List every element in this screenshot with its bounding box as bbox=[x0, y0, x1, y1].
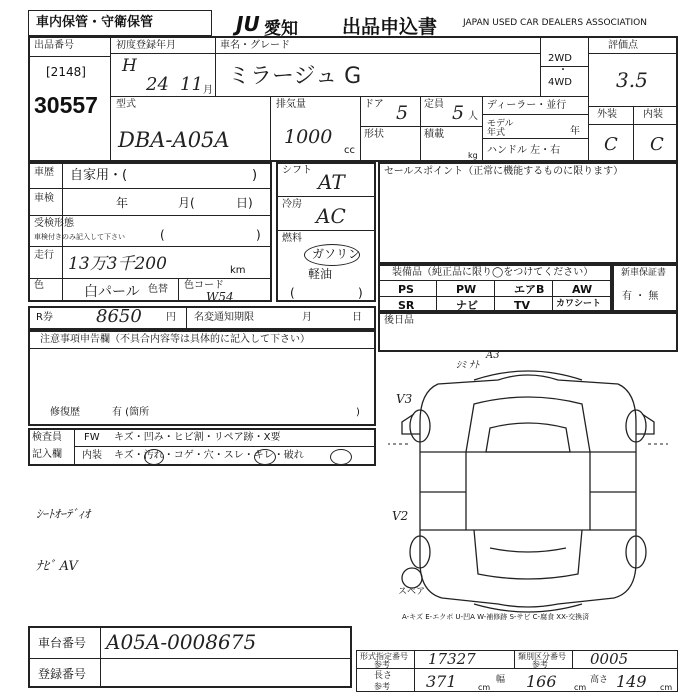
warranty-label: 新車保証書 bbox=[621, 268, 667, 278]
equipment-item: TV bbox=[514, 299, 531, 312]
history-close: ) bbox=[252, 168, 258, 183]
cc-label: 排気量 bbox=[276, 99, 306, 110]
lot-small: [2148] bbox=[46, 65, 86, 79]
handle-label: ハンドル 左・右 bbox=[487, 145, 561, 156]
equipment-item: PS bbox=[398, 283, 414, 296]
color-code: W54 bbox=[206, 290, 234, 304]
fw-items: キズ・凹み・ヒビ割・リペア跡・X要 bbox=[114, 432, 281, 443]
month-unit: 月 bbox=[203, 85, 213, 96]
equipment-item: カワシート bbox=[556, 299, 602, 309]
logo-city: 愛知 bbox=[264, 19, 298, 39]
model-year-label: モデル 年式 bbox=[487, 119, 514, 138]
r-label: R券 bbox=[36, 312, 53, 323]
r-unit: 円 bbox=[166, 312, 176, 323]
form-title: 出品申込書 bbox=[342, 16, 438, 38]
repair-label: 修復歴 bbox=[50, 407, 80, 418]
repair-value: 有 (箇所 bbox=[112, 407, 150, 418]
fuel-paren: ( bbox=[290, 286, 295, 300]
left-info-block bbox=[28, 162, 272, 302]
drive-dot: ・ bbox=[558, 65, 568, 76]
history-label: 車歴 bbox=[34, 167, 54, 178]
car-name-label: 車名・グレード bbox=[220, 40, 290, 51]
inspector-label2: 記入欄 bbox=[32, 449, 62, 460]
circle-mark bbox=[330, 449, 352, 465]
change-notice-day: 日 bbox=[352, 312, 362, 323]
era: H bbox=[122, 56, 137, 76]
sales-point-box bbox=[378, 162, 678, 264]
mark-v2: V2 bbox=[392, 509, 409, 523]
category-no: 0005 bbox=[590, 650, 629, 668]
inspection-day: 日) bbox=[236, 196, 253, 210]
height-unit: cm bbox=[660, 683, 673, 692]
equipment-item: エアB bbox=[514, 283, 545, 296]
shift-label: シフト bbox=[282, 165, 312, 176]
score-label: 評価点 bbox=[608, 40, 638, 51]
ref-label: 参考 bbox=[374, 660, 390, 669]
r-value: 8650 bbox=[96, 306, 142, 327]
storage-label: 車内保管・守衛保管 bbox=[36, 15, 154, 30]
drive-4wd: 4WD bbox=[548, 77, 572, 88]
model-label: 型式 bbox=[116, 99, 136, 110]
drive-2wd: 2WD bbox=[548, 53, 572, 64]
equipment-label: 装備品（純正品に限り◯をつけてください） bbox=[392, 267, 594, 278]
certified-note: 車検付きのみ記入して下さい bbox=[34, 233, 125, 241]
ju-logo: JU bbox=[236, 12, 260, 36]
warranty-options: 有 ・ 無 bbox=[622, 291, 659, 302]
shape-label: 形状 bbox=[364, 129, 384, 140]
circle-mark bbox=[144, 449, 164, 465]
color-code-label: 色コード bbox=[184, 280, 224, 291]
exterior-label: 外装 bbox=[597, 109, 617, 120]
after-box bbox=[378, 312, 678, 352]
equipment-item: ナビ bbox=[456, 299, 478, 312]
reg-no-label: 登録番号 bbox=[38, 667, 87, 681]
inspector-label: 検査員 bbox=[32, 432, 62, 443]
width-label: 幅 bbox=[496, 675, 506, 685]
lot-number: 30557 bbox=[34, 92, 98, 118]
exterior-value: C bbox=[604, 134, 618, 155]
repair-close: ) bbox=[356, 407, 360, 418]
damage-legend: A-キズ E-エクボ U-凹A W-補修跡 S-サビ C-腐食 XX-交換済 bbox=[402, 613, 590, 621]
door-value: 5 bbox=[396, 102, 409, 124]
type-no-label: 形式指定番号 bbox=[360, 652, 408, 661]
equipment-item: AW bbox=[572, 283, 593, 296]
mileage-value: 13万3千200 bbox=[68, 254, 167, 274]
ref-label-3: 参考 bbox=[374, 682, 390, 691]
fuel-circle bbox=[304, 244, 360, 266]
certified-label: 受検形態 bbox=[34, 218, 74, 229]
reg-year: 24 bbox=[146, 74, 169, 95]
spare-label: スペア bbox=[398, 587, 426, 597]
length-label: 長さ bbox=[374, 671, 393, 681]
listing-no-label: 出品番号 bbox=[34, 40, 74, 51]
circle-mark bbox=[254, 449, 276, 465]
cc-unit: cc bbox=[344, 145, 355, 156]
fw-label: FW bbox=[84, 432, 100, 443]
model-value: DBA-A05A bbox=[118, 128, 230, 152]
interior-label: 内装 bbox=[643, 109, 663, 120]
car-diagram bbox=[378, 352, 678, 622]
certified-close: ) bbox=[256, 228, 261, 242]
notice-label: 注意事項申告欄（不具合内容等は具体的に記入して下さい） bbox=[40, 334, 310, 345]
history-value: 自家用・( bbox=[70, 168, 128, 183]
kg-unit: kg bbox=[468, 151, 478, 160]
inspection-month: 月( bbox=[178, 196, 195, 210]
seats-unit: 人 bbox=[468, 111, 478, 122]
length-value: 371 bbox=[426, 672, 457, 691]
aircon-label: 冷房 bbox=[282, 199, 302, 210]
mileage-unit: km bbox=[230, 265, 246, 276]
association-name: JAPAN USED CAR DEALERS ASSOCIATION bbox=[463, 18, 647, 28]
year-unit: 年 bbox=[570, 126, 580, 137]
fuel-close: ) bbox=[358, 286, 363, 300]
aircon-value: AC bbox=[316, 204, 346, 228]
note-navi-av: ﾅﾋﾞ AV bbox=[36, 559, 78, 574]
mileage-label: 走行 bbox=[34, 250, 54, 261]
width-value: 166 bbox=[526, 672, 557, 691]
sales-point-label: セールスポイント（正常に機能するものに限ります） bbox=[384, 166, 624, 177]
ref-label-2: 参考 bbox=[532, 660, 548, 669]
mark-a3: A3 bbox=[486, 350, 500, 361]
chassis-label: 車台番号 bbox=[38, 636, 87, 650]
after-label: 後日品 bbox=[384, 315, 414, 326]
shift-value: AT bbox=[318, 170, 345, 194]
seats-label: 定員 bbox=[424, 99, 444, 110]
type-no: 17327 bbox=[428, 650, 476, 668]
mark-u1: ｼﾐ ﾅﾄ bbox=[456, 360, 480, 371]
height-value: 149 bbox=[616, 672, 647, 691]
load-label: 積載 bbox=[424, 129, 444, 140]
interior-items: キズ・汚れ・コゲ・穴・スレ・キレ・破れ bbox=[114, 450, 304, 461]
score-value: 3.5 bbox=[616, 68, 648, 92]
cc-value: 1000 bbox=[284, 126, 333, 148]
fuel-diesel: 軽油 bbox=[308, 267, 333, 281]
note-seat-audio: ｼｰﾄｵｰﾃﾞｨｵ bbox=[36, 507, 91, 521]
interior-insp-label: 内装 bbox=[82, 450, 102, 461]
color-value: 白パール bbox=[84, 284, 140, 300]
car-name: ミラージュ G bbox=[228, 64, 362, 89]
reg-month: 11 bbox=[180, 74, 203, 95]
equipment-item: PW bbox=[456, 283, 477, 296]
interior-value: C bbox=[650, 134, 664, 155]
change-notice-label: 名変通知期限 bbox=[194, 312, 254, 323]
color-change-label: 色替 bbox=[148, 284, 168, 295]
inspection-year: 年 bbox=[116, 196, 129, 210]
door-label: ドア bbox=[364, 99, 384, 110]
mark-v3: V3 bbox=[396, 392, 413, 406]
first-reg-label: 初度登録年月 bbox=[116, 40, 176, 51]
seats-value: 5 bbox=[452, 102, 465, 124]
length-unit: cm bbox=[478, 683, 491, 692]
color-label: 色 bbox=[34, 280, 44, 291]
width-unit: cm bbox=[574, 683, 587, 692]
change-notice-month: 月 bbox=[302, 312, 312, 323]
fuel-gas: ガソリン bbox=[312, 247, 361, 261]
certified-paren: ( bbox=[160, 228, 165, 242]
inspection-label: 車検 bbox=[34, 193, 54, 204]
height-label: 高さ bbox=[590, 675, 609, 685]
category-label: 類別区分番号 bbox=[518, 652, 566, 661]
dealer-label: ディーラー・並行 bbox=[487, 100, 567, 111]
chassis-value: A05A-0008675 bbox=[106, 630, 257, 654]
fuel-label: 燃料 bbox=[282, 233, 302, 244]
equipment-item: SR bbox=[398, 299, 415, 312]
